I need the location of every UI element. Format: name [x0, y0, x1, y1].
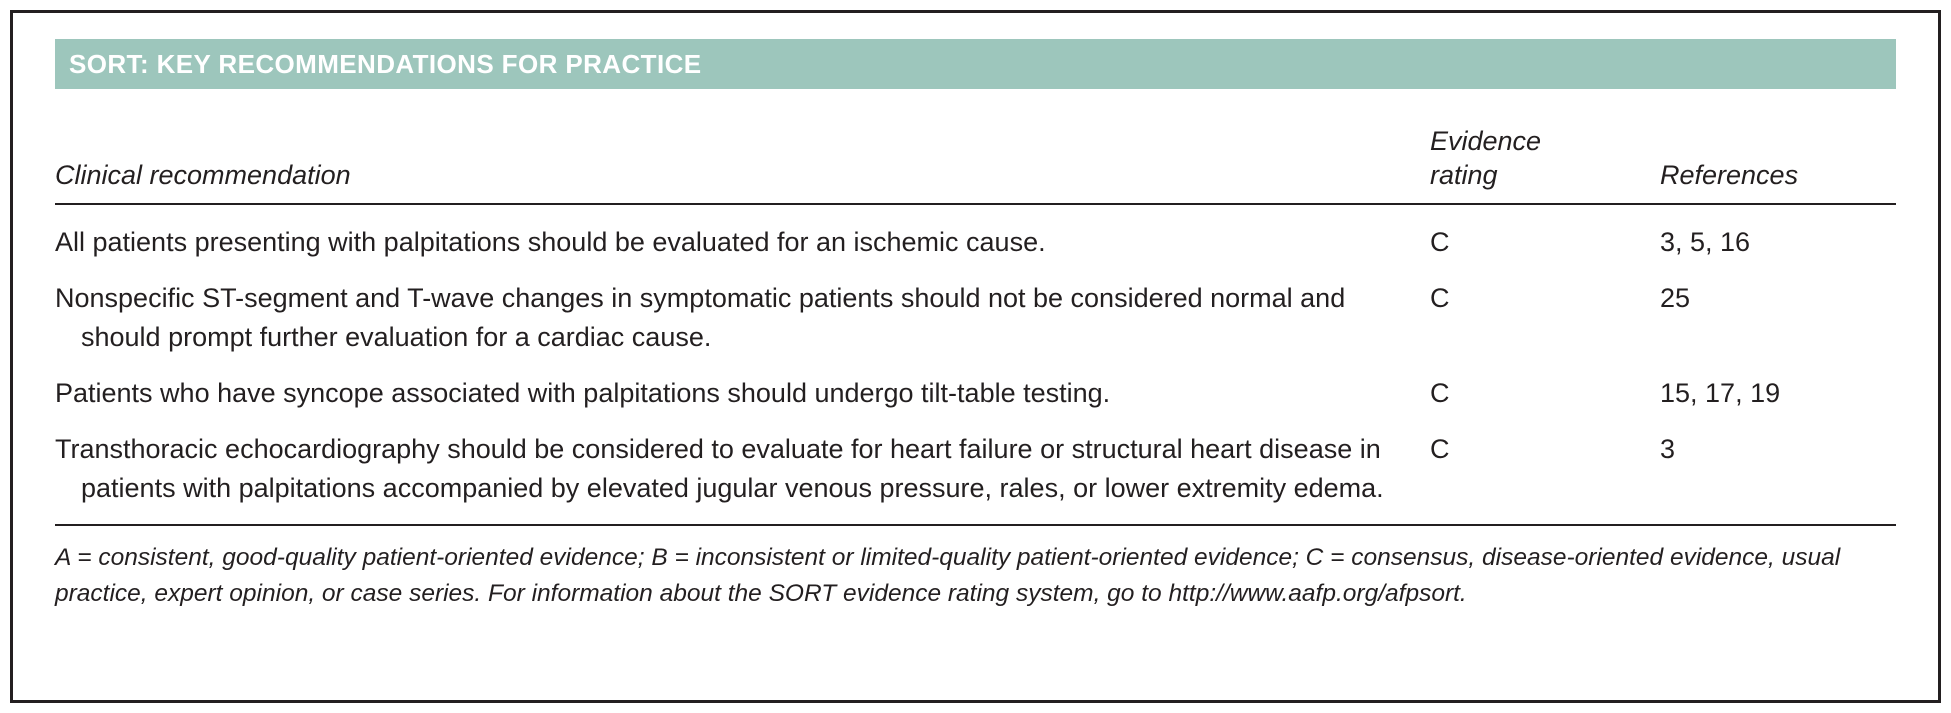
- column-header-references: References: [1660, 125, 1896, 204]
- column-header-evidence-rating-line1: Evidence: [1430, 126, 1542, 156]
- table-header: [55, 125, 1896, 204]
- cell-evidence-rating: C: [1430, 226, 1450, 257]
- cell-references: 3: [1660, 434, 1676, 465]
- cell-recommendation: Transthoracic echocardiography should be considered to evaluate for heart failure or structural heart disease in patients with palpitations accompanied by elevated jugular venous pressure, rales, or lower extremity edema.: [55, 434, 1384, 504]
- column-header-evidence-rating-line2: rating: [1430, 159, 1498, 190]
- cell-recommendation: Patients who have syncope associated with palpitations should undergo tilt-table testing.: [55, 377, 1111, 408]
- table-title-bar: [55, 39, 1896, 89]
- cell-recommendation: Nonspecific ST-segment and T-wave changes in symptomatic patients should not be considered normal and should prompt further evaluation for a cardiac cause.: [55, 282, 1346, 352]
- table-row: [55, 363, 1896, 419]
- recommendations-table: [55, 125, 1896, 514]
- cell-evidence-rating: C: [1430, 282, 1450, 313]
- cell-references: 15, 17, 19: [1660, 377, 1781, 408]
- cell-references: 25: [1660, 282, 1691, 313]
- cell-recommendation: All patients presenting with palpitations should be evaluated for an ischemic cause.: [55, 226, 1046, 257]
- page-title: SORT: KEY RECOMMENDATIONS FOR PRACTICE: [69, 48, 702, 79]
- table-row: [55, 268, 1896, 363]
- sort-table-frame: [10, 10, 1941, 703]
- table-body: [55, 204, 1896, 515]
- column-header-evidence-rating: [1430, 125, 1660, 204]
- table-footnote: A = consistent, good-quality patient-oriented evidence; B = inconsistent or limited-quality patient-oriented evidence; C = consensus, disease-oriented evidence, usual practice, expert opinion, or case series. For information about the SORT evidence rating system, go to http://www.aafp.org/afpsort.: [55, 544, 1841, 607]
- cell-references: 3, 5, 16: [1660, 226, 1751, 257]
- table-header-row: [55, 125, 1896, 204]
- cell-evidence-rating: C: [1430, 434, 1450, 465]
- table-row: [55, 419, 1896, 514]
- table-row: [55, 204, 1896, 268]
- column-header-recommendation: Clinical recommendation: [55, 125, 1430, 204]
- cell-evidence-rating: C: [1430, 377, 1450, 408]
